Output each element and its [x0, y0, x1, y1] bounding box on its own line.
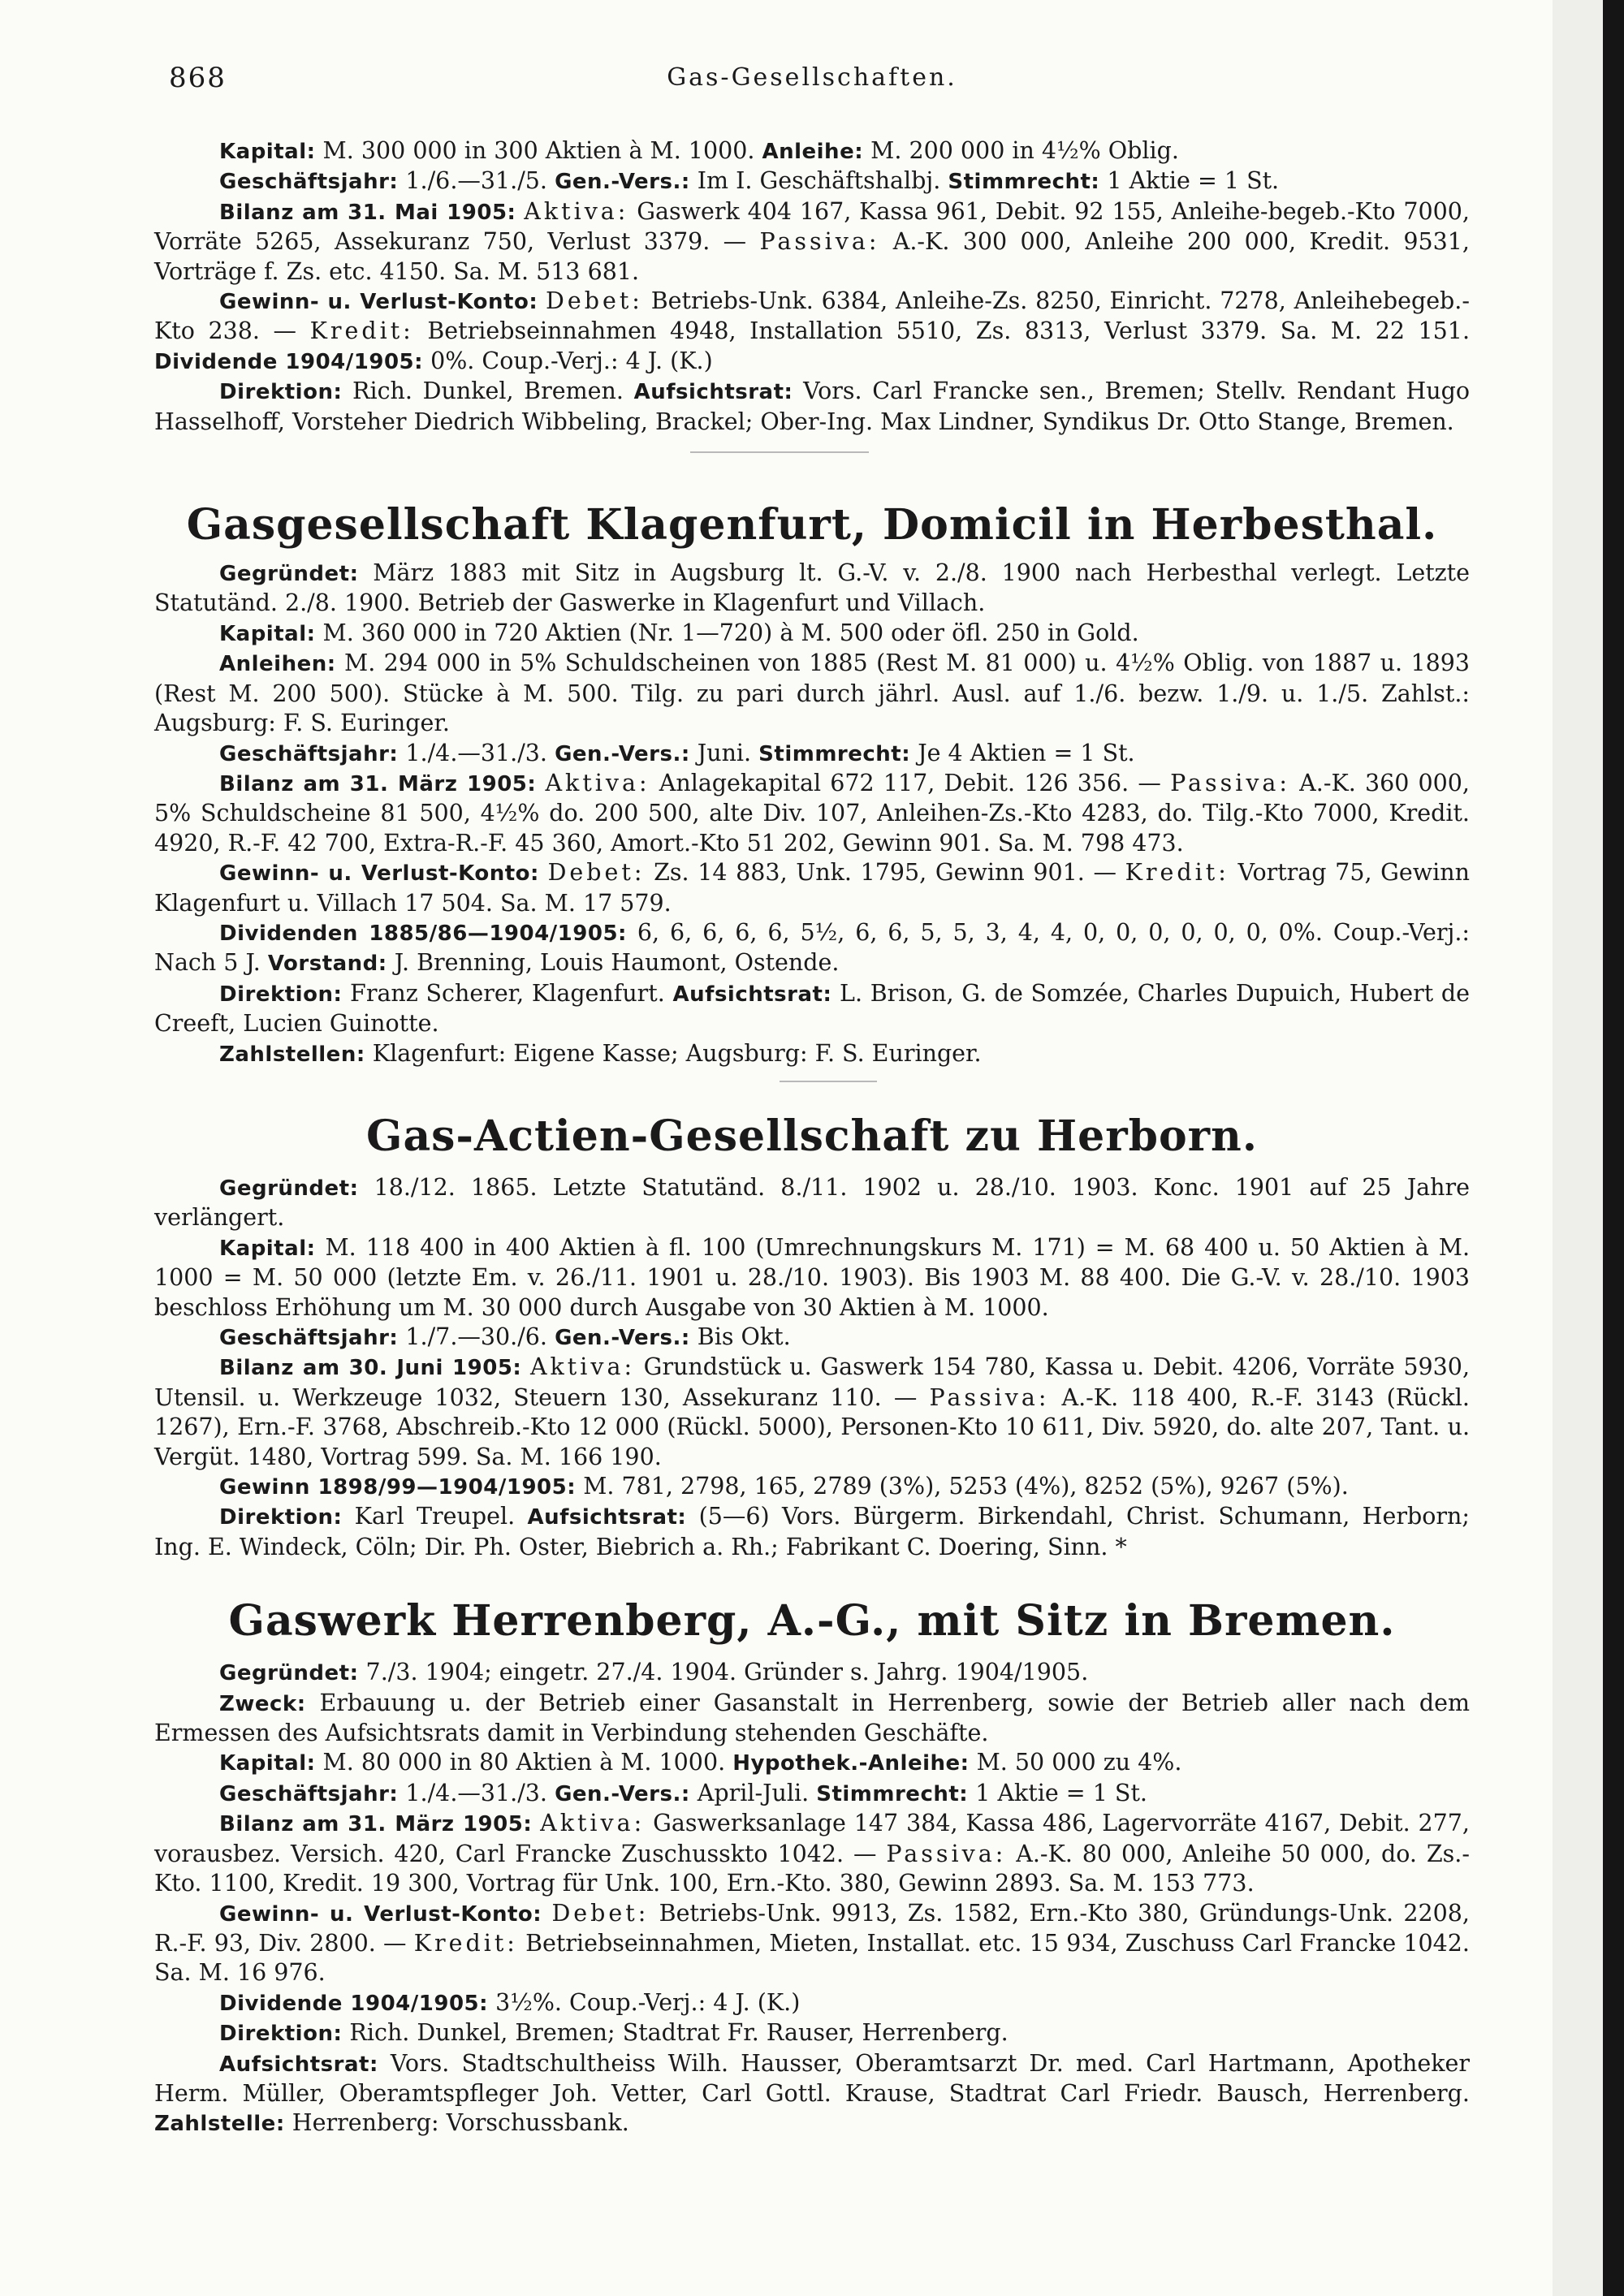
paragraph	[154, 1748, 1470, 1778]
field-label: Direktion:	[219, 380, 343, 405]
field-label: Bilanz am 30. Juni 1905:	[219, 1356, 522, 1381]
field-text: Rich. Dunkel, Bremen; Stadtrat Fr. Rauser, Herrenberg.	[342, 2019, 1009, 2047]
field-text: Betriebseinnahmen 4948, Installation 5510, Zs. 8313, Verlust 3379. Sa. M. 22 151.	[413, 317, 1471, 345]
field-text: Betriebs-Unk. 9913, Zs. 1582, Ern.-Kto 380, Gründungs-Unk. 2208, R.-F. 93, Div. 2800. —	[154, 1899, 1470, 1957]
paragraph	[154, 1353, 1470, 1472]
field-label: Aufsichtsrat:	[633, 380, 793, 405]
field-text: 6, 6, 6, 6, 6, 5½, 6, 6, 5, 5, 3, 4, 4, 0, 0, 0, 0, 0, 0, 0%. Coup.-Verj.: Nach 5 J.	[154, 918, 1471, 977]
field-text: Zs. 14 883, Unk. 1795, Gewinn 901. —	[645, 859, 1125, 887]
paragraph	[154, 1173, 1470, 1233]
paragraph	[154, 1809, 1470, 1898]
spaced-label: Passiva:	[759, 228, 880, 256]
paragraph	[154, 287, 1470, 377]
field-label: Hypothek.-Anleihe:	[732, 1751, 970, 1776]
paragraph	[154, 1689, 1470, 1749]
field-text: A.-K. 80 000, Anleihe 50 000, do. Zs.-Kto. 1100, Kredit. 19 300, Vortrag für Unk. 100, Ern.-Kto. 380, Gewinn 2893. Sa. M. 153 773.	[154, 1840, 1470, 1897]
paragraph	[154, 136, 1470, 166]
field-text: Rich. Dunkel, Bremen.	[342, 378, 634, 405]
paragraph	[154, 1502, 1470, 1562]
field-text: J. Brenning, Louis Haumont, Ostende.	[387, 949, 840, 977]
paragraph	[154, 1472, 1470, 1502]
spaced-label: Aktiva:	[524, 197, 629, 225]
field-label: Bilanz am 31. März 1905:	[219, 1812, 533, 1837]
book-spine-shadow	[1603, 0, 1624, 2296]
field-label: Gewinn- u. Verlust-Konto:	[219, 861, 539, 887]
field-label: Gewinn- u. Verlust-Konto:	[219, 290, 538, 315]
field-text: 7./3. 1904; eingetr. 27./4. 1904. Gründer s. Jahrg. 1904/1905.	[358, 1659, 1089, 1686]
field-label: Geschäftsjahr:	[219, 1781, 399, 1806]
field-text: (5—6) Vors. Bürgerm. Birkendahl, Christ. Schumann, Herborn; Ing. E. Windeck, Cöln; Dir. Ph. Oster, Biebrich a. Rh.; Fabrikant C. Doering, Sinn. *	[154, 1503, 1470, 1560]
field-label: Stimmrecht:	[816, 1781, 969, 1806]
field-label: Vorstand:	[267, 952, 387, 977]
field-text: Im I. Geschäftshalbj.	[689, 167, 948, 195]
spaced-label: Debet:	[551, 1899, 650, 1927]
field-text: 0%. Coup.-Verj.: 4 J. (K.)	[423, 347, 713, 374]
field-label: Gegründet:	[219, 562, 359, 587]
field-text: A.-K. 118 400, R.-F. 3143 (Rückl. 1267), Ern.-F. 3768, Abschreib.-Kto 12 000 (Rückl. 5000), Personen-Kto 10 611, Div. 5920, do. alte 207, Tant. u. Vergüt. 1480, Vortrag 599. Sa. M. 166 190.	[154, 1383, 1470, 1470]
field-label: Gewinn- u. Verlust-Konto:	[219, 1901, 542, 1927]
field-text: M. 781, 2798, 165, 2789 (3%), 5253 (4%), 8252 (5%), 9267 (5%).	[576, 1473, 1349, 1500]
entry-title: Gasgesellschaft Klagenfurt, Domicil in Herbesthal.	[186, 500, 1438, 550]
field-label: Gen.-Vers.:	[555, 170, 690, 195]
section-divider	[690, 451, 869, 453]
paragraph	[154, 2049, 1470, 2139]
field-text: 18./12. 1865. Letzte Statutänd. 8./11. 1902 u. 28./10. 1903. Konc. 1901 auf 25 Jahre verlängert.	[154, 1173, 1470, 1232]
paragraph	[154, 858, 1470, 918]
field-label: Direktion:	[219, 2022, 343, 2047]
paragraph	[154, 166, 1470, 196]
field-label: Gegründet:	[219, 1176, 359, 1201]
paragraph	[154, 559, 1470, 619]
section-divider	[780, 1081, 877, 1082]
field-text: Je 4 Aktien = 1 St.	[910, 739, 1135, 766]
entry-title: Gaswerk Herrenberg, A.-G., mit Sitz in Bremen.	[228, 1596, 1396, 1646]
paragraph	[154, 619, 1470, 649]
field-text: Gaswerksanlage 147 384, Kassa 486, Lagervorräte 4167, Debit. 277, vorausbez. Versich. 420, Carl Francke Zuschusskto 1042. —	[154, 1810, 1470, 1867]
entry-herrenberg	[154, 1658, 1470, 2139]
paragraph	[154, 1039, 1470, 1069]
field-text: Herrenberg: Vorschussbank.	[284, 2109, 629, 2137]
field-text	[516, 198, 524, 225]
field-text: M. 200 000 in 4½% Oblig.	[863, 137, 1179, 164]
field-text: 1 Aktie = 1 St.	[1099, 167, 1280, 195]
field-label: Gen.-Vers.:	[555, 741, 690, 766]
paragraph	[154, 2018, 1470, 2048]
field-label: Geschäftsjahr:	[219, 1326, 399, 1350]
field-label: Stimmrecht:	[948, 170, 1100, 195]
field-label: Geschäftsjahr:	[219, 741, 399, 766]
field-label: Kapital:	[219, 621, 316, 646]
field-text: 1./4.—31./3.	[398, 739, 555, 766]
field-text: Vors. Carl Francke sen., Bremen; Stellv. Rendant Hugo Hasselhoff, Vorsteher Diedrich Wibbeling, Brackel; Ober-Ing. Max Lindner, Syndikus Dr. Otto Stange, Bremen.	[154, 378, 1470, 435]
field-text: 1./6.—31./5.	[398, 167, 555, 195]
field-text: 3½%. Coup.-Verj.: 4 J. (K.)	[488, 1988, 801, 2016]
field-text: A.-K. 300 000, Anleihe 200 000, Kredit. 9531, Vorträge f. Zs. etc. 4150. Sa. M. 513 681.	[154, 228, 1470, 285]
field-label: Aufsichtsrat:	[219, 2052, 378, 2077]
paragraph	[154, 377, 1470, 437]
field-label: Anleihen:	[219, 652, 336, 677]
paragraph	[154, 1658, 1470, 1688]
field-text	[538, 287, 546, 314]
paragraph	[154, 1233, 1470, 1323]
field-text: Juni.	[689, 739, 759, 766]
field-text: Grundstück u. Gaswerk 154 780, Kassa u. Debit. 4206, Vorräte 5930, Utensil. u. Werkzeuge 1032, Steuern 130, Assekuranz 110. —	[154, 1353, 1471, 1411]
spaced-label: Kredit:	[1125, 859, 1229, 887]
field-text: M. 80 000 in 80 Aktien à M. 1000.	[315, 1749, 733, 1776]
field-label: Kapital:	[219, 1751, 316, 1776]
paragraph	[154, 1779, 1470, 1809]
running-title: Gas-Gesellschaften.	[667, 63, 957, 92]
paragraph	[154, 739, 1470, 769]
field-label: Bilanz am 31. März 1905:	[219, 771, 537, 796]
field-text: Karl Treupel.	[342, 1503, 528, 1530]
field-text: 1./7.—30./6.	[398, 1323, 555, 1350]
spaced-label: Aktiva:	[529, 1353, 636, 1381]
spaced-label: Aktiva:	[545, 769, 650, 796]
field-label: Dividende 1904/1905:	[154, 349, 424, 374]
field-text: M. 360 000 in 720 Aktien (Nr. 1—720) à M. 500 oder öfl. 250 in Gold.	[315, 619, 1139, 646]
field-text: Klagenfurt: Eigene Kasse; Augsburg: F. S. Euringer.	[365, 1039, 982, 1067]
spaced-label: Passiva:	[1170, 769, 1291, 796]
field-label: Gegründet:	[219, 1661, 359, 1686]
spaced-label: Aktiva:	[540, 1810, 646, 1837]
field-text: April-Juli.	[689, 1779, 817, 1806]
field-label: Dividende 1904/1905:	[219, 1991, 489, 2016]
field-text: M. 50 000 zu 4%.	[969, 1749, 1182, 1776]
field-text: Anlagekapital 672 117, Debit. 126 356. —	[650, 769, 1171, 796]
field-label: Geschäftsjahr:	[219, 170, 399, 195]
field-label: Gen.-Vers.:	[555, 1781, 690, 1806]
paragraph	[154, 979, 1470, 1039]
field-text: Gaswerk 404 167, Kassa 961, Debit. 92 155, Anleihe-begeb.-Kto 7000, Vorräte 5265, Assekuranz 750, Verlust 3379. —	[154, 197, 1470, 256]
entry-klagenfurt	[154, 559, 1470, 1069]
paragraph	[154, 1323, 1470, 1353]
entry-herborn	[154, 1173, 1470, 1562]
field-label: Zweck:	[219, 1691, 306, 1716]
field-label: Kapital:	[219, 1236, 316, 1261]
page-number: 868	[169, 62, 227, 94]
field-label: Kapital:	[219, 140, 316, 164]
field-text: Vortrag 75, Gewinn Klagenfurt u. Villach 17 504. Sa. M. 17 579.	[154, 859, 1471, 917]
paragraph	[154, 197, 1470, 287]
field-label: Direktion:	[219, 982, 343, 1007]
spaced-label: Passiva:	[929, 1383, 1050, 1411]
field-text: 1./4.—31./3.	[398, 1779, 555, 1806]
field-text: Betriebseinnahmen, Mieten, Installat. etc. 15 934, Zuschuss Carl Francke 1042. Sa. M. 16 976.	[154, 1929, 1470, 1987]
paragraph	[154, 769, 1470, 858]
spaced-label: Kredit:	[413, 1929, 518, 1957]
field-text	[536, 770, 545, 796]
field-label: Zahlstelle:	[154, 2112, 285, 2137]
field-text: Bis Okt.	[689, 1323, 791, 1350]
field-text: Vors. Stadtschultheiss Wilh. Hausser, Oberamtsarzt Dr. med. Carl Hartmann, Apotheker Herm. Müller, Oberamtspfleger Joh. Vetter, Carl Gottl. Krause, Stadtrat Carl Friedr. Bausch, Herrenberg.	[154, 2049, 1470, 2107]
field-label: Stimmrecht:	[758, 741, 911, 766]
field-text: M. 300 000 in 300 Aktien à M. 1000.	[315, 137, 762, 164]
running-header	[154, 62, 1470, 110]
field-label: Zahlstellen:	[219, 1042, 365, 1067]
field-label: Aufsichtsrat:	[672, 982, 832, 1007]
field-text: Betriebs-Unk. 6384, Anleihe-Zs. 8250, Einricht. 7278, Anleihebegeb.-Kto 238. —	[154, 287, 1470, 345]
field-label: Aufsichtsrat:	[527, 1505, 687, 1530]
field-text: M. 294 000 in 5% Schuldscheinen von 1885 (Rest M. 81 000) u. 4½% Oblig. von 1887 u. 1893 (Rest M. 200 500). Stücke à M. 500. Tilg. zu pari durch jährl. Ausl. auf 1./6. bezw. 1./9. u. 1./5. Zahlst.: Augsburg: F. S. Euringer.	[154, 650, 1470, 737]
field-text: M. 118 400 in 400 Aktien à fl. 100 (Umrechnungskurs M. 171) = M. 68 400 u. 50 Aktien à M. 1000 = M. 50 000 (letzte Em. v. 26./11. 1901 u. 28./10. 1903). Bis 1903 M. 88 400. Die G.-V. v. 28./10. 1903 beschloss Erhöhung um M. 30 000 durch Ausgabe von 30 Aktien à M. 1000.	[154, 1233, 1470, 1321]
field-text: A.-K. 360 000, 5% Schuldscheine 81 500, 4½% do. 200 500, alte Div. 107, Anleihen-Zs.-Kto 4283, do. Tilg.-Kto 7000, Kredit. 4920, R.-F. 42 700, Extra-R.-F. 45 360, Amort.-Kto 51 202, Gewinn 901. Sa. M. 798 473.	[154, 769, 1470, 857]
field-label: Dividenden 1885/86—1904/1905:	[219, 921, 627, 946]
field-text	[521, 1353, 530, 1380]
field-text	[539, 859, 548, 886]
field-label: Anleihe:	[762, 140, 864, 164]
field-text: Erbauung u. der Betrieb einer Gasanstalt in Herrenberg, sowie der Betrieb aller nach dem Ermessen des Aufsichtsrats damit in Verbindung stehenden Geschäfte.	[154, 1689, 1470, 1747]
spaced-label: Debet:	[546, 287, 643, 315]
entry-continued	[154, 136, 1470, 437]
page-content	[154, 136, 1470, 2139]
field-text: L. Brison, G. de Somzée, Charles Dupuich, Hubert de Creeft, Lucien Guinotte.	[154, 979, 1470, 1038]
paragraph	[154, 918, 1470, 979]
field-text	[532, 1810, 540, 1836]
paragraph	[154, 649, 1470, 738]
paragraph	[154, 1988, 1470, 2018]
field-label: Gewinn 1898/99—1904/1905:	[219, 1475, 577, 1500]
field-text: März 1883 mit Sitz in Augsburg lt. G.-V. v. 2./8. 1900 nach Herbesthal verlegt. Letzte Statutänd. 2./8. 1900. Betrieb der Gaswerke in Klagenfurt und Villach.	[154, 559, 1470, 617]
spaced-label: Passiva:	[886, 1840, 1007, 1867]
field-label: Bilanz am 31. Mai 1905:	[219, 200, 516, 225]
page-gutter	[1553, 0, 1603, 2296]
entry-title: Gas-Actien-Gesellschaft zu Herborn.	[366, 1111, 1258, 1161]
paragraph	[154, 1899, 1470, 1988]
field-label: Direktion:	[219, 1505, 343, 1530]
field-text: Franz Scherer, Klagenfurt.	[342, 979, 673, 1007]
field-text	[542, 1900, 551, 1927]
field-text: 1 Aktie = 1 St.	[968, 1779, 1147, 1806]
field-label: Gen.-Vers.:	[555, 1326, 690, 1350]
spaced-label: Debet:	[547, 859, 646, 887]
spaced-label: Kredit:	[309, 317, 414, 345]
